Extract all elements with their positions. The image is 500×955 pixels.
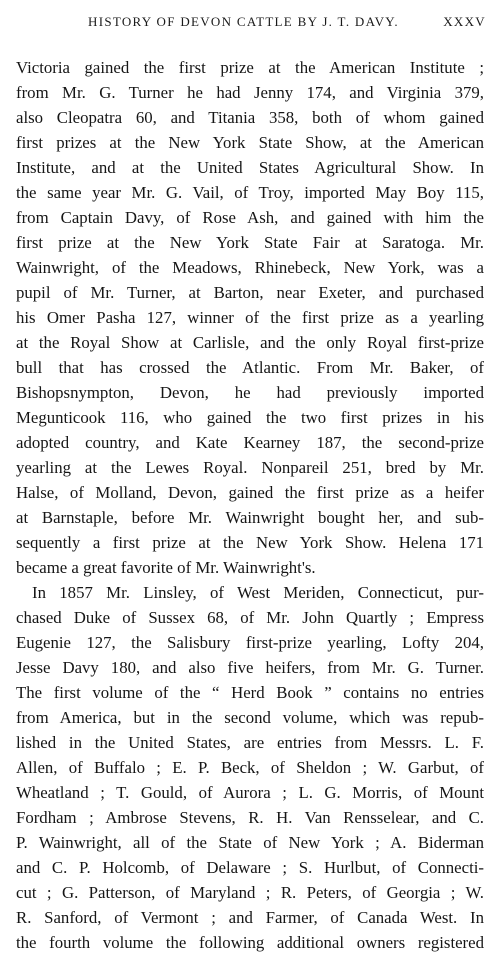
text-line: lished in the United States, are entries from Messrs. L. F. <box>16 733 484 752</box>
paragraph-1 <box>16 55 484 580</box>
text-line: the fourth volume the following additional owners registered <box>16 933 484 952</box>
text-line: first prizes at the New York State Show, at the American <box>16 133 484 152</box>
text-line: R. Sanford, of Vermont ; and Farmer, of Canada West. In <box>16 908 484 927</box>
text-line: Megunticook 116, who gained the two first prizes in his <box>16 408 484 427</box>
text-line: also Cleopatra 60, and Titania 358, both of whom gained <box>16 108 484 127</box>
text-line: Institute, and at the United States Agricultural Show. In <box>16 158 484 177</box>
text-line: and C. P. Holcomb, of Delaware ; S. Hurlbut, of Connecti- <box>16 858 484 877</box>
page-header <box>16 14 486 36</box>
text-line: at Barnstaple, before Mr. Wainwright bought her, and sub- <box>16 508 484 527</box>
running-title: HISTORY OF DEVON CATTLE BY J. T. DAVY. <box>88 14 399 29</box>
text-line: from Mr. G. Turner he had Jenny 174, and Virginia 379, <box>16 83 484 102</box>
text-line: Victoria gained the first prize at the American Institute ; <box>16 58 484 77</box>
text-line: the same year Mr. G. Vail, of Troy, imported May Boy 115, <box>16 183 484 202</box>
text-line: Wainwright, of the Meadows, Rhinebeck, New York, was a <box>16 258 484 277</box>
text-line: cut ; G. Patterson, of Maryland ; R. Peters, of Georgia ; W. <box>16 883 484 902</box>
text-line: The first volume of the “ Herd Book ” contains no entries <box>16 683 484 702</box>
text-line: at the Royal Show at Carlisle, and the only Royal first-prize <box>16 333 484 352</box>
text-line: became a great favorite of Mr. Wainwright's. <box>16 558 316 577</box>
text-line: Fordham ; Ambrose Stevens, R. H. Van Rensselear, and C. <box>16 808 484 827</box>
text-line: In 1857 Mr. Linsley, of West Meriden, Connecticut, pur- <box>32 583 484 602</box>
text-line: Halse, of Molland, Devon, gained the first prize as a heifer <box>16 483 484 502</box>
text-line: Jesse Davy 180, and also five heifers, from Mr. G. Turner. <box>16 658 484 677</box>
text-line: Wheatland ; T. Gould, of Aurora ; L. G. Morris, of Mount <box>16 783 484 802</box>
text-line: sequently a first prize at the New York Show. Helena 171 <box>16 533 484 552</box>
text-line: chased Duke of Sussex 68, of Mr. John Quartly ; Empress <box>16 608 484 627</box>
text-line: pupil of Mr. Turner, at Barton, near Exeter, and purchased <box>16 283 484 302</box>
text-line: adopted country, and Kate Kearney 187, the second-prize <box>16 433 484 452</box>
text-line: P. Wainwright, all of the State of New York ; A. Biderman <box>16 833 484 852</box>
text-line: from Captain Davy, of Rose Ash, and gained with him the <box>16 208 484 227</box>
page-number: XXXV <box>443 14 486 29</box>
text-line: bull that has crossed the Atlantic. From Mr. Baker, of <box>16 358 484 377</box>
text-line: Bishopsnympton, Devon, he had previously imported <box>16 383 484 402</box>
text-line: Allen, of Buffalo ; E. P. Beck, of Sheldon ; W. Garbut, of <box>16 758 484 777</box>
body-text <box>16 55 484 955</box>
text-line: from America, but in the second volume, which was repub- <box>16 708 484 727</box>
text-line: first prize at the New York State Fair at Saratoga. Mr. <box>16 233 484 252</box>
paragraph-2 <box>16 580 484 955</box>
text-line: yearling at the Lewes Royal. Nonpareil 251, bred by Mr. <box>16 458 484 477</box>
text-line: Eugenie 127, the Salisbury first-prize yearling, Lofty 204, <box>16 633 484 652</box>
text-line: his Omer Pasha 127, winner of the first prize as a yearling <box>16 308 484 327</box>
